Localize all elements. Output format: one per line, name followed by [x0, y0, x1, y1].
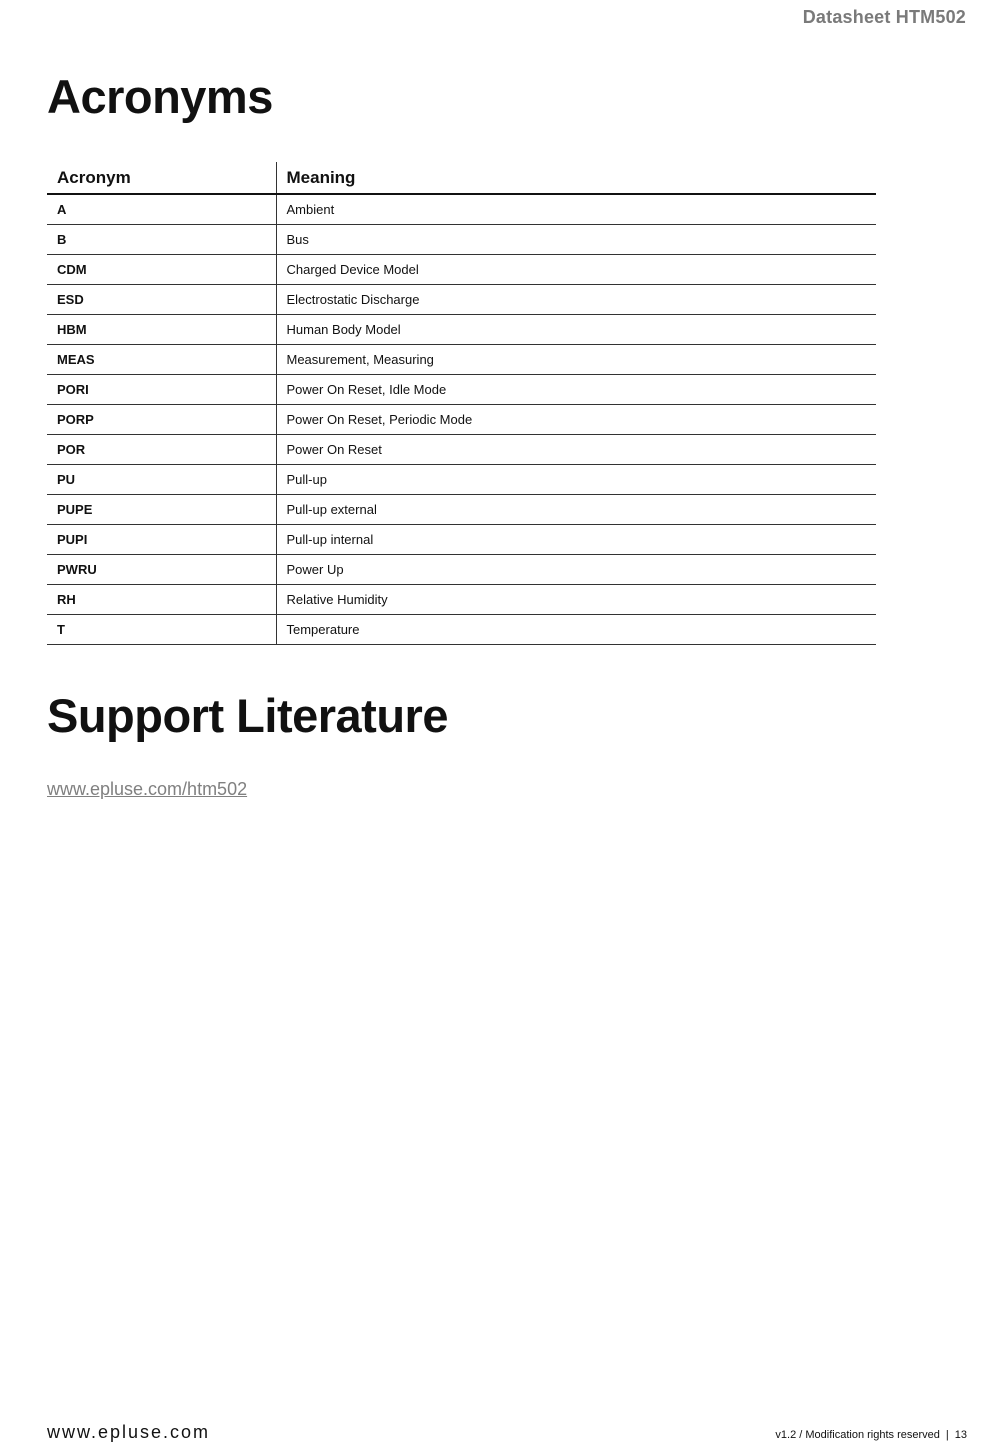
meaning-cell: Relative Humidity [276, 584, 876, 614]
acronyms-heading: Acronyms [47, 70, 273, 123]
acronym-cell: PORI [47, 374, 276, 404]
table-row [47, 374, 876, 404]
meaning-cell: Power On Reset, Idle Mode [276, 374, 876, 404]
table-row [47, 554, 876, 584]
table-row [47, 464, 876, 494]
footer-version-note: v1.2 / Modification rights reserved [775, 1429, 940, 1441]
acronym-cell: A [47, 194, 276, 224]
meaning-cell: Charged Device Model [276, 254, 876, 284]
table-header-row [47, 162, 876, 194]
acronym-cell: PUPE [47, 494, 276, 524]
table-row [47, 344, 876, 374]
table-row [47, 254, 876, 284]
meaning-cell: Power On Reset [276, 434, 876, 464]
acronym-cell: T [47, 614, 276, 644]
acronym-cell: POR [47, 434, 276, 464]
meaning-cell: Power Up [276, 554, 876, 584]
table-row [47, 224, 876, 254]
footer-page-info [775, 1429, 967, 1441]
meaning-cell: Electrostatic Discharge [276, 284, 876, 314]
meaning-cell: Power On Reset, Periodic Mode [276, 404, 876, 434]
column-header-acronym: Acronym [47, 162, 276, 194]
meaning-cell: Human Body Model [276, 314, 876, 344]
table-row [47, 434, 876, 464]
acronym-cell: PU [47, 464, 276, 494]
meaning-cell: Pull-up [276, 464, 876, 494]
support-literature-link[interactable]: www.epluse.com/htm502 [47, 779, 248, 799]
table-row [47, 614, 876, 644]
table-row [47, 284, 876, 314]
meaning-cell: Bus [276, 224, 876, 254]
meaning-cell: Temperature [276, 614, 876, 644]
column-header-meaning: Meaning [276, 162, 876, 194]
meaning-cell: Ambient [276, 194, 876, 224]
table-row [47, 494, 876, 524]
document-title: Datasheet HTM502 [802, 7, 966, 27]
table-row [47, 584, 876, 614]
meaning-cell: Measurement, Measuring [276, 344, 876, 374]
acronym-cell: CDM [47, 254, 276, 284]
table-row [47, 194, 876, 224]
footer-separator: | [945, 1429, 949, 1441]
table-row [47, 524, 876, 554]
support-literature-heading: Support Literature [47, 689, 448, 742]
meaning-cell: Pull-up internal [276, 524, 876, 554]
acronym-cell: ESD [47, 284, 276, 314]
acronym-cell: RH [47, 584, 276, 614]
table-row [47, 314, 876, 344]
acronym-cell: PORP [47, 404, 276, 434]
meaning-cell: Pull-up external [276, 494, 876, 524]
footer-website: www.epluse.com [47, 1422, 211, 1442]
table-row [47, 404, 876, 434]
acronym-cell: B [47, 224, 276, 254]
acronym-cell: PWRU [47, 554, 276, 584]
acronym-cell: PUPI [47, 524, 276, 554]
acronym-cell: HBM [47, 314, 276, 344]
page-number: 13 [954, 1429, 967, 1441]
acronyms-table [47, 162, 876, 645]
acronym-cell: MEAS [47, 344, 276, 374]
